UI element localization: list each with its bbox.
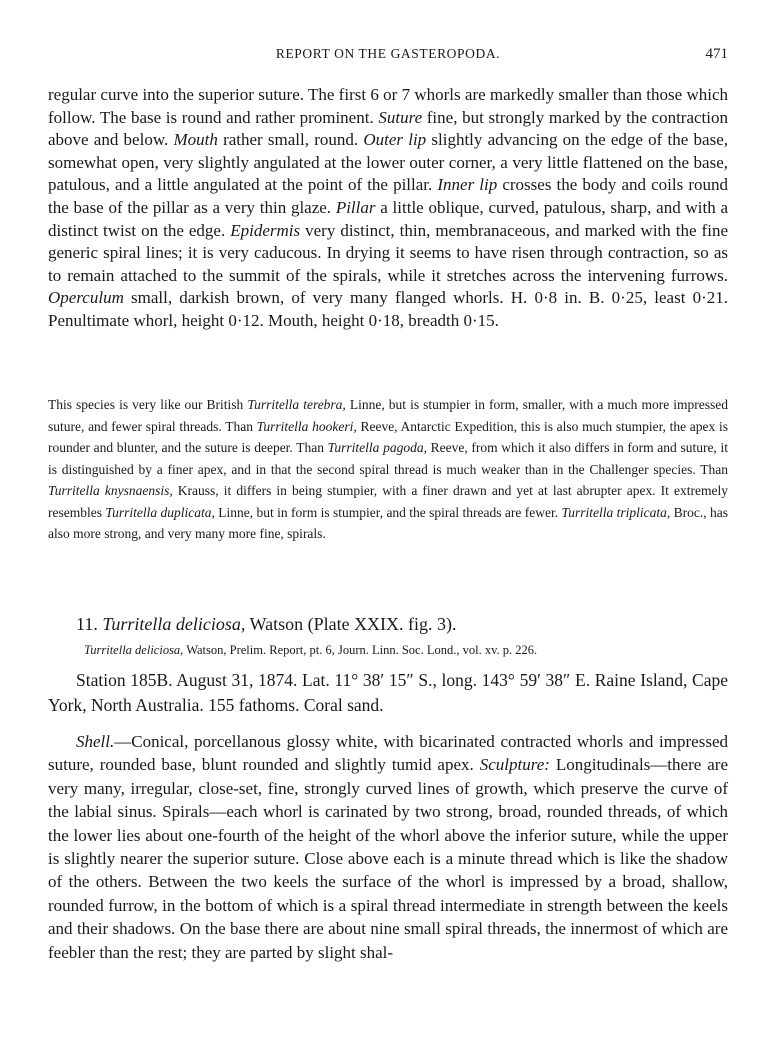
italic-text-run: Turritella triplicata, [561, 504, 671, 520]
italic-text-run: Inner lip [437, 175, 498, 195]
shell-paragraph [48, 730, 728, 964]
italic-text-run: Operculum [48, 288, 124, 308]
species-heading [76, 614, 457, 635]
italic-text-run: Shell. [76, 732, 115, 751]
text-run: small, darkish brown, of very many flanged whorls. H. 0·8 in. B. 0·25, least 0·21. Penultimate whorl, height 0·12. Mouth, height 0·18, breadth 0·15. [48, 288, 728, 330]
text-run: 11. [76, 614, 103, 634]
text-run: rather small, round. [217, 130, 364, 150]
page-number: 471 [705, 46, 728, 62]
italic-text-run: Suture [378, 107, 423, 127]
species-reference [84, 643, 537, 658]
text-run: —Conical, porcellanous glossy white, with bicarinated contracted whorls and impressed suture, rounded base, blunt rounded and slightly tumid apex. [48, 732, 728, 775]
text-run: fine, but strongly marked by the contraction above and below. [48, 107, 728, 150]
text-run: very distinct, thin, membranaceous, and marked with the fine generic spiral lines; it is very caducous. In drying it seems to have risen through contraction, so as to remain attached to the summit of the spirals, while it stretches across the intervening furrows. [48, 220, 728, 285]
running-title: REPORT ON THE GASTEROPODA. [275, 46, 501, 61]
text-run: Watson, Prelim. Report, pt. 6, Journ. Linn. Soc. Lond., vol. xv. p. 226. [183, 643, 538, 657]
italic-text-run: Turritella deliciosa, [102, 614, 246, 634]
text-run: regular curve into the superior suture. The first 6 or 7 whorls are markedly smaller than those which follow. The base is round and rather prominent. [48, 85, 728, 127]
text-run: Krauss, it differs in being stumpier, with a finer drawn and yet at last abrupter apex. It extremely resembles [48, 483, 728, 520]
text-run: slightly advancing on the edge of the base, somewhat open, very slightly angulated at the lower outer corner, a very little flattened on the base, patulous, and a little angulated at the point of the pillar. [48, 130, 728, 195]
text-run: This species is very like our British [48, 397, 248, 412]
italic-text-run: Turritella deliciosa, [84, 643, 184, 657]
text-run: Linne, but in form is stumpier, and the spiral threads are fewer. [214, 504, 562, 520]
text-run: Longitudinals—there are very many, irregular, close-set, fine, strongly curved lines of growth, which preserve the curve of the labial sinus. Spirals—each whorl is carinated by two strong, broad, rounded threads, of which the lower lies about one-fourth of the height of the whorl above the inferior suture, while the upper is slightly nearer the superior suture. Close above each is a minute thread which is like the shadow of the others. Between the two keels the surface of the whorl is impressed by a broad, shallow, rounded furrow, in the bottom of which is a spiral thread intermediate in strength between the keels and their shadows. On the base there are about nine small spiral threads, the innermost of which are feebler than the rest; they are parted by slight shal- [48, 755, 728, 962]
text-run: Station 185B. August 31, 1874. Lat. 11° 38′ 15″ S., long. 143° 59′ 38″ E. Raine Island, Cape York, North Australia. 155 fathoms. Coral sand. [48, 670, 728, 715]
text-run: Reeve, from which it also differs in form and suture, it is distinguished by a finer apex, and in that the second spiral thread is much weaker than in the Challenger species. Than [48, 440, 728, 477]
italic-text-run: Turritella hookeri, [256, 418, 357, 434]
comparison-note [48, 394, 728, 545]
italic-text-run: Outer lip [363, 130, 427, 150]
italic-text-run: Epidermis [230, 220, 301, 240]
text-run: Reeve, Antarctic Expedition, this is also much stumpier, the apex is rounder and blunter, and the suture is deeper. Than [48, 418, 728, 455]
text-run: a little oblique, curved, patulous, sharp, and with a distinct twist on the edge. [48, 197, 729, 240]
italic-text-run: Turritella pagoda, [327, 440, 427, 455]
text-run: Linne, but is stumpier in form, smaller, with a much more impressed suture, and fewer spiral threads. Than [48, 397, 728, 434]
description-paragraph [48, 84, 728, 333]
text-run: Broc., has also more strong, and very many more fine, spirals. [48, 504, 729, 541]
italic-text-run: Sculpture: [479, 755, 550, 775]
station-paragraph [48, 668, 728, 718]
text-run: Watson (Plate XXIX. fig. 3). [245, 614, 457, 634]
italic-text-run: Turritella knysnaensis, [48, 483, 173, 498]
running-head [48, 46, 728, 68]
italic-text-run: Turritella terebra, [247, 397, 346, 412]
italic-text-run: Turritella duplicata, [105, 504, 215, 520]
text-run: crosses the body and coils round the base of the pillar as a very thin glaze. [48, 175, 728, 217]
italic-text-run: Pillar [335, 197, 376, 217]
italic-text-run: Mouth [173, 130, 218, 150]
